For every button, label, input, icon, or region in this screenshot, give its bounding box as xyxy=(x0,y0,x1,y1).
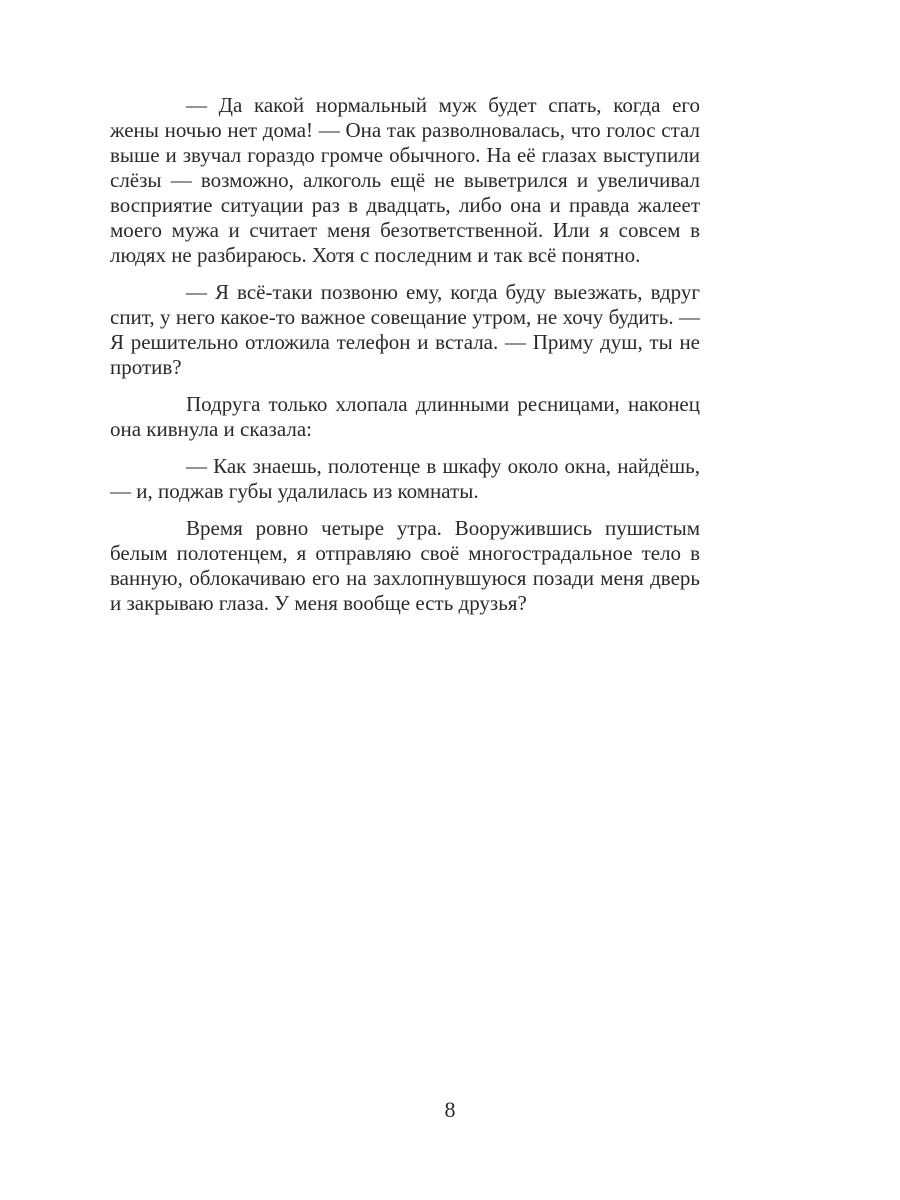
paragraph-3: Подруга только хлопала длинными ресницами, наконец она кивнула и сказала: xyxy=(110,392,700,441)
paragraph-2: — Я всё-таки позвоню ему, когда буду выезжать, вдруг спит, у него какое-то важное совещание утром, не хочу будить. — Я решительно отложила телефон и встала. — Приму душ, ты не против? xyxy=(110,280,700,379)
page-number: 8 xyxy=(444,1097,456,1122)
paragraph-4: — Как знаешь, полотенце в шкафу около окна, найдёшь, — и, поджав губы удалилась из комнаты. xyxy=(110,454,700,503)
body-text xyxy=(110,93,700,628)
paragraph-1: — Да какой нормальный муж будет спать, когда его жены ночью нет дома! — Она так разволновалась, что голос стал выше и звучал гораздо громче обычного. На её глазах выступили слёзы — возможно, алкоголь ещё не выветрился и увеличивал восприятие ситуации раз в двадцать, либо она и правда жалеет моего мужа и считает меня безответственной. Или я совсем в людях не разбираюсь. Хотя с последним и так всё понятно. xyxy=(110,93,700,267)
paragraph-5: Время ровно четыре утра. Вооружившись пушистым белым полотенцем, я отправляю своё многострадальное тело в ванную, облокачиваю его на захлопнувшуюся позади меня дверь и закрываю глаза. У меня вообще есть друзья? xyxy=(110,516,700,615)
